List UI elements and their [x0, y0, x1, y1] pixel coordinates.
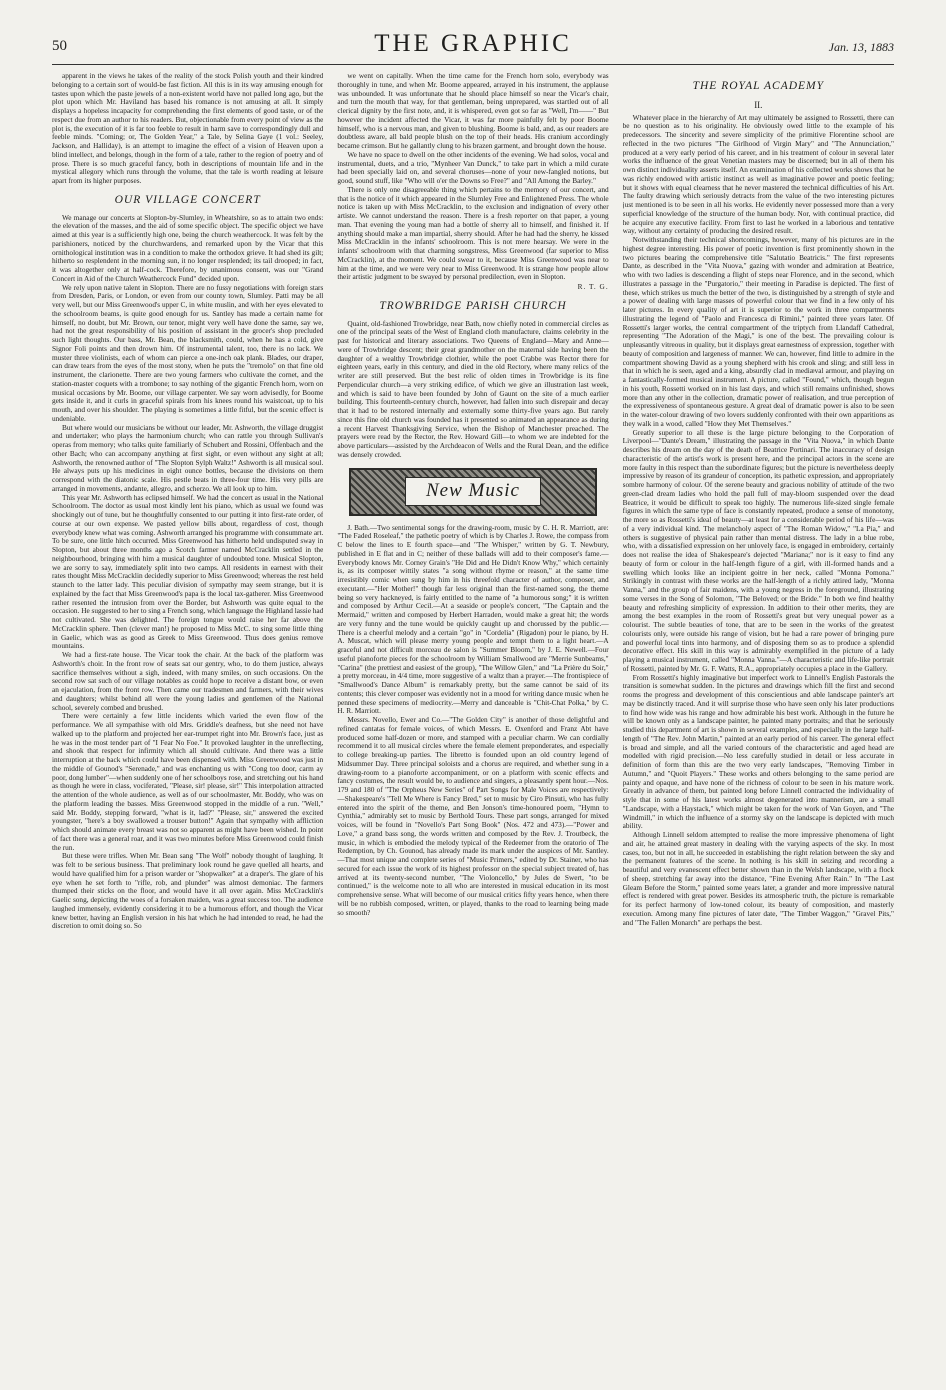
- page-number: 50: [52, 38, 67, 54]
- paragraph: We have no space to dwell on the other incidents of the evening. We had solos, vocal and instrumental, duets, and a trio, "Mynheer Van Dunck," to take part in which a mild curate had been specially laid on, and several choruses—none of your new-fangled notions, but good, sound stuff, like "Who will o'er the Downs so Free?" and "All Among the Barley.": [337, 149, 609, 185]
- masthead-rule: [52, 64, 894, 65]
- article-columns: [52, 72, 894, 1360]
- issue-date: Jan. 13, 1883: [828, 40, 894, 54]
- paragraph: There were certainly a few little incidents which varied the even flow of the performance. We all sympathise with old Mrs. Griddle's deafness, but she need not have walked up to the platform and projected her ear-trumpet right into Mr. Brown's face, just as he was in the most tender part of "I Fear No Foe." It provoked laughter in the unreflecting, and shook that respect for infirmity which all should cultivate. And there was a little interruption at the back which could have been dispensed with. Miss Greenwood was just in the middle of Gounod's "Serenade," and was enchanting us with "Cong too door, carm ay poor, dong lumber"—when suddenly one of her schoolboys rose, and stretching out his hand as though he were in class, vociferated, "Please, sir! please, sir!" This interpolation attracted the attention of the whole audience, as well as of our schoolmaster, Mr. Boddy, who was on the platform leading the basses. Miss Greenwood stopped in the middle of a run. "Well," said Mr. Boddy, stepping forward, "what is it, lad?" "Please, sir," answered the excited youngster, "here's a boy swallowed a trouser button!" Again that sympathy with affliction which should animate every breast was not so apparent as might have been wished. In point of fact there was a general roar, and it was two minutes before Miss Greenwood could finish the run.: [52, 711, 324, 852]
- article-subheading: II.: [754, 99, 763, 110]
- paragraph: From Rossetti's highly imaginative but imperfect work to Linnell's English Pastorals the transition is somewhat sudden. In the pictures and drawings which fill the first and second rooms the progress and development of this conscientious and able landscape painter's art may be distinctly traced. And it will surprise those who have seen only his later productions to find how wide was his range and how admirable his best work. Although in the future he will be known only as a landscape painter, he painted many portraits; and that he seriously studied this department of art is shown in several examples, and especially in the large half-length of "The Rev. John Martin," painted at an early period of his career. The general effect is broad and simple, and all the varied contours of the characteristic and aged head are modelled with rigid precision.—No less carefully studied in detail or less accurate in definition of form than this are the two very early landscapes, "Removing Timber in Autumn," and "Quoit Players." These works and others belonging to the same period are painty and opaque, and have none of the richness of colour to be seen in his mature work. Greatly in advance of them, but painted long before Linnell contracted the individuality of style that in some of his latest works almost degenerated into mannerism, are a small "Landscape, with a Haystack," which might be taken for the work of Van Goyen, and "The Windmill," in which the influence of a stormy sky on the landscape is depicted with much ability.: [622, 672, 894, 831]
- banner-title: New Music: [405, 477, 541, 506]
- paragraph: Messrs. Novello, Ewer and Co.—"The Golden City" is another of those delightful and refined cantatas for female voices, of which Messrs. E. Oxenford and Franz Abt have produced some half-dozen or more, and stamped with a peculiar charm. We can cordially recommend it to all musical circles where the female element preponderates, and especially to college breaking-up parties. The libretto is founded upon an old country legend of Midsummer Day. Three principal soloists and a chorus are required, and whether sung in a drawing-room to a pianoforte accompaniment, or on a platform with scenic effects and fancy costumes, the result would be, to audience and singers, a pleasantly spent hour.—Nos. 179 and 180 of "The Orpheus New Series" of Part Songs for Male Voices are respectively:—Shakespeare's "Tell Me Where is Fancy Bred," set to music by Ciro Pinsuti, who has fully entered into the spirit of the theme, and Ben Jonson's time-honoured poem, "Hymn to Cynthia," admirably set to music by Berthold Tours. These part songs, arranged for mixed voices, will be found in "Novello's Part Song Book" (Nos. 472 and 473).—"Power and Love," a grand bass song, the words written and composed by the Rev. J. Troutbeck, the music, in which is embodied the melody typical of the Redeemer from the oratorio of The Redemption, by Ch. Gounod, has already made its mark under the auspices of Mr. Santley.—That most unique and complete series of "Music Primers," edited by Dr. Stainer, who has secured for each issue the work of its highest professor on the special subject treated of, has arrived at its twenty-second number, "The Violoncello," by Jules de Swert, "to be continued," is the welcome note to all who are interested in musical education in its most comprehensive sense. What will become of our musical critics fifty years hence, when there will be no rubbish composed, written, or played, thanks to the road to learning being made so smooth?: [337, 715, 609, 917]
- paragraph: J. Bath.—Two sentimental songs for the drawing-room, music by C. H. R. Marriott, are: "The Faded Roseleaf," the pathetic poetry of which is by Charles J. Rowe, the compass from C below the lines to E fourth space—and "The Whisper," written by G. T. Newbury, published in E flat and in C; neither of these ballads will add to their composer's fame.—Everybody knows Mr. Corney Grain's "He Did and He Didn't Know Why," which certainly is, as its composer wittily states "a song without rhyme or reason," at the same time irresistibly comic when sung by him in his threefold character of author, composer, and executant.—"Her Mother!" though far less original than the first-named song, the theme being so very hackneyed, is fairly entitled to the name of "a humorous song;" it is written and composed by Arthur Cecil.—At a seaside or people's concert, "The Captain and the Mermaid," written and composed by Herbert Harraden, would make a great hit; the words are very funny and the tune would be quickly caught up and chorussed by the public.—There is a cheerful melody and a certain "go" in "Cordelia" (Rigadon) pour le piano, by H. A. Muscat, which will please merry young people and tempt them to a light heart.—A graceful and not difficult morceau de salon is "Summer Bloom," by J. E. Newell.—Four useful pianoforte pieces for the schoolroom by William Smallwood are "Merrie Sunbeams," "Carina" (the prettiest and easiest of the group), "The Willow Glen," and "La Prière du Soir," a pretty morceau, in 4/4 time, more suggestive of a waltz than a prayer.—The frontispiece of "Smallwood's Dance Album" is remarkably pretty, but the same cannot be said of its contents; this clever composer was evidently not in a mood for writing dance music when he penned these specimens of mediocrity.—Merry and danceable is "Chit-Chat Polka," by C. H. R. Marriott.: [337, 522, 609, 716]
- review-continuation: apparent in the views he takes of the reality of the stock Polish youth and their kindred belonging to a certain sort of would-be fast fiction. All this is in its way amusing enough for tastes upon which the paste jewels of a non-existent world have not palled long ago, but the plot upon which Mr. Haviland has based his romance is not amusing at all. It simply displays a hopeless incapacity for comprehending the first elements of good taste, or of the respect due from an author to his readers. But, objectionable from every point of view as the plot is, the execution of it is far too feeble to result in harm save to correspondingly dull and feeble minds. "Coming; or, The Golden Year," a Tale, by Selina Gaye (1 vol.: Seeley, Jackson, and Halliday), is an attempt to imagine the effect of a vision of Heaven upon a blind intellect, and belongs, though in the form of a tale, rather to the region of poetry and of prose. There is so much graceful fancy, both in descriptions of mountain life and in the mystical allegory which runs through the volume, that the tale is worth reading at leisure apart from its higher purposes.: [52, 72, 324, 185]
- paragraph: We manage our concerts at Slopton-by-Slumley, in Wheatshire, so as to attain two ends: the elevation of the masses, and the aid of some specific object. The specific object we have aimed at this year is a sufficiently high one, being the church weathercock. It was felt by the parishioners, noticed by the churchwardens, and remarked upon by the Vicar that this ornithological institution was in a condition to make the orthodox grieve. It had shed its gilt; hitherto so resplendent in the morning sun, it no longer resplended; its tail drooped; in fact, it was altogether only at half-cock. Therefore, by unanimous consent, was our "Grand Concert in Aid of the Church Weathercock Fund" decided upon.: [52, 212, 324, 283]
- paragraph: Greatly superior to all these is the large picture belonging to the Corporation of Liverpool—"Dante's Dream," illustrating the passage in the "Vita Nuova," in which Dante describes his dream on the day of the death of Beatrice Portinari. The inaccuracy of design characteristic of the artist's work is present here, and the principal actors in the scene are more faulty in this respect than the subordinate figures; but the picture is nevertheless deeply impressive by reason of its grandeur of conception, its pathetic expression, and appropriately sombre harmony of colour. Of the serene beauty and gracious nobility of attitude of the two green-clad dream ladies who hold the pall full of may-bloom suspended over the dead Beatrice, it would be difficult to speak too highly. The numerous life-sized single female figures in which the same type of face is constantly repeated, produce a sense of monotony, the more so as Rossetti's ideal of beauty—at least for a considerable period of his life—was of a very individual kind. The melancholy aspect of "The Roman Widow," "La Pia," and others is suggestive of physical pain rather than mental distress. The lady in a blue robe, who, with a dissatisfied expression on her unlovely face, is engaged in embroidery, certainly does not realise the idea of Shakespeare's dejected "Mariana;" nor is it easy to find any beauty of form or colour in the half-length figure of a girl, with ill-formed hands and a swelling which looks like an incipient goitre in her neck, called "Monna Pomona." Strikingly in contrast with these works are the half-length of a richly attired lady, "Monna Vanna," and the group of fair maidens, with a young negress in the foreground, illustrating some verses in the Song of Solomon, "The Beloved; or the Bride." In both we find healthy beauty and refreshing simplicity of expression. In addition to their other merits, they are among the best examples in the room of Rossetti's great but very unequal power as a colourist. The subtle beauties of tone, that are to be seen in the works of the greatest colourists only, were outside his range of vision, but he had a rare power of bringing pure and powerful local tints into harmony, and of disposing them so as to produce a splendid decorative effect. His skill in this way is admirably exemplified in the picture of a lady playing a musical instrument, called "Monna Vanna."—A characteristic and life-like portrait of Rossetti, painted by Mr. G. F. Watts, R.A., appropriately occupies a place in the Gallery.: [622, 427, 894, 673]
- paragraph: But where would our musicians be without our leader, Mr. Ashworth, the village druggist and undertaker; who plays the harmonium church; who can rattle you through Sullivan's operas from memory; who talks quite familiarly of Schubert and Rossini, Offenbach and the other Bach; who can accompany anything at first sight, or even without any sight at all; Ashworth, the renowned author of "The Slopton Sylph Waltz!" Ashworth is all musical soul. He always puts up his medicines in eight ounce bottles, because the divisions on them correspond with the diatonic scale. His pestle beats in three-four time. His very pills are arranged in movements, andante, allegro, and scherzo. We all look up to him.: [52, 422, 324, 493]
- article-heading-trowbridge-church: TROWBRIDGE PARISH CHURCH: [379, 299, 567, 312]
- masthead: [52, 0, 894, 64]
- author-signature: R. T. G.: [577, 282, 609, 291]
- paragraph: Quaint, old-fashioned Trowbridge, near Bath, now chiefly noted in commercial circles as one of the principal seats of the West of England cloth manufacture, claims celebrity in the past for historical and literary associations. Two Queens of England—Mary and Anne—were of Trowbridge descent; their great grandmother on the maternal side having been the daughter of a wealthy Trowbridge clothier, while the poet Crabbe was Rector there for eighteen years, early in this century, and died in the old Rectory, where many relics of the writer are still preserved. But the best relic of olden times in Trowbridge is its fine Perpendicular church—a very striking edifice, of which we give an illustration last week, and which is said to have been founded by John of Gaunt on the site of a much earlier building. This fourteenth-century church, however, had fallen into such disrepair and decay that it had to be restored internally and externally some thirty-five years ago. But rarely since this fine old church was founded has it presented so animated an appearance as during a recent Harvest Thanksgiving Service, when the Bishop of Manchester preached. The prayers were read by the Rector, the Rev. Howard Gill—to whom we are indebted for the above particulars—assisted by the Archdeacon of Wells and the Rural Dean, and the edifice was densely crowded.: [337, 318, 609, 459]
- paragraph: There is only one disagreeable thing which pertains to the memory of our concert, and that is the notice of it which appeared in the Slumley Free and Enlightened Press. The whole notice is taken up with Miss McCracklin, to the exclusion and indignation of every other artiste. We cannot understand the reason. There is a fresh reporter on that paper, a young man. That evening the young man had a bottle of sherry all to himself, and finished it. If anything should make a man impartial, sherry should. After he had had the sherry, he kissed Miss McCracklin in the infants' schoolroom. This is not mere hearsay. We were in the infants' schoolroom with that charming songstress, Miss Greenwood (far superior to Miss McCracklin), at the moment. We could swear to it, because Miss Greenwood was near to him at the time, and we were very near to Miss Greenwood. It is strange how people allow their artistic judgment to be swayed by personal predilection, even in Slopton.: [337, 184, 609, 282]
- column-3: [623, 72, 894, 1360]
- column-2: [337, 72, 608, 1360]
- paragraph: This year Mr. Ashworth has eclipsed himself. We had the concert as usual in the National Schoolroom. The doctor as usual most kindly lent his piano, which as usual we found was shockingly out of tune, but he thoughtfully consented to our putting it into first-rate order, of course at our own expense. We pasted yellow bills about, regardless of cost, though everybody knew what was coming. Ashworth arranged his programme with consummate art. To be sure, one little hitch occurred. Miss Greenwood has hitherto held undisputed sway in Slopton, but about three months ago a Scotch farmer named McCracklin settled in the neighbourhood, bringing with him a musical daughter of undoubted tone. Musical Slopton, we are sorry to say, immediately split into two camps. All residents in earnest with their rates thought Miss McCracklin decidedly superior to Miss Greenwood; whereas the rest held staunch to the latter lady. This peculiar division of sympathy may seem strange, but it is explained by the fact that Miss Greenwood's papa is the local tax-gatherer. Miss Greenwood rather resented the intrusion from over the Border, but Ashworth was quite equal to the occasion. He suggested to her to sing a French song, which language the Highland lassie had not cultivated. She was delighted. The foreign tongue would raise her far above the McCracklin sphere. Then (clever man!) he proposed to Miss McC. to sing some little thing in Gaelic, which was as good as Greek to Miss Greenwood. Thus does genius remove mountains.: [52, 492, 324, 651]
- paragraph: Whatever place in the hierarchy of Art may ultimately be assigned to Rossetti, there can be no question as to his originality. He obviously owed little to the example of his predecessors. The sincerity and severe simplicity of the primitive Florentine school are reflected in the two pictures "The Girlhood of Virgin Mary" and "The Annunciation," produced at a very early period of his career, and in his treatment of colour in several later works the influence of the great Venetian masters may be discerned; but in all of them his own distinct individuality asserts itself. An examination of his collected works shows that he was richly endowed with artistic instinct as well as imaginative power and poetic feeling; but it shows with equal clearness that he never mastered the technical difficulties of his Art. The faulty drawing which seriously detracts from the value of the two interesting pictures just mentioned is to be seen in all his works. He evidently never possessed more than a very superficial knowledge of the structure of the human body. Nor, with continual practice, did he acquire any executive facility. From first to last he worked in a laborious and tentative way, without any certainty of producing the desired result.: [622, 112, 894, 236]
- paragraph: we went on capitally. When the time came for the French horn solo, everybody was thoroughly in tune, and when Mr. Boome appeared, arrayed in his instrument, the applause was unbounded. It was unfortunate that he should place himself so near the Vicar's chair, and turn the mouth that way, for that gentleman, being unprepared, was startled out of all clerical dignity by the first note, and, it is whispered, even got so far as "Well, I'm——" But however the incident affected the Vicar, it was far more painfully felt by poor Boome himself, who is a nervous man, and given to blushing. Boome is bald, and, as our readers are doubtless aware, all bald people blush on the top of their heads. His cranium accordingly became crimson. But he gallantly clung to his brazen garment, and brought down the house.: [337, 72, 609, 150]
- new-music-banner: [349, 468, 596, 516]
- article-heading-royal-academy: THE ROYAL ACADEMY: [692, 80, 825, 92]
- article-heading-village-concert: OUR VILLAGE CONCERT: [114, 193, 261, 206]
- paragraph: But these were trifles. When Mr. Bean sang "The Wolf" nobody thought of laughing. It was felt to be serious business. That preliminary look round he gave quelled all hearts, and would have qualified him for a prison warder or "shopwalker" at a draper's. The glare of his eye when he set forth to "rifle, rob, and plunder" was almost demoniac. The farmers thumped their sticks on the floor, and would have it all over again. Miss McCracklin's Gaelic song, depicting the woes of a forsaken maiden, was a great success too. The audience laughed immensely, evidently considering it to be a humorous effort, and though the Vicar knew better, having an English version in his hat which he had intended to read, he had the discretion to omit doing so. So: [52, 851, 324, 931]
- paragraph: Notwithstanding their technical shortcomings, however, many of his pictures are in the highest degree interesting. His power of poetic invention is first prominently shown in the two pictures bearing the comprehensive title "Salutatio Beatricis." The first represents Dante, as described in the "Vita Nuova," gazing with wonder and admiration at Beatrice, who with two ladies is descending a flight of steps near Florence, and in the second, which illustrates a passage in the "Purgatorio," their meeting in Paradise is depicted. The first of these, which strikes us much the better of the two, is distinguished by a strength of style and a power of dealing with large masses of powerful colour that we find in a few only of his later pictures. In every quality of art it is superior to the work in three compartments illustrating the legend of "Paolo and Francesca di Rimini," painted three years later. Of Rossetti's larger works, the central compartment of the triptych from Llandaff Cathedral, representing "The Adoration of the Magi," is one of the best. The prevailing colour is unpleasantly vitreous in quality, but it displays great earnestness of expression, together with beauty of composition and largeness of manner. We can, however, find little to admire in the compartment showing David as a young shepherd with his crook and sling; and still less in that in which he is seen, aged and a king, absurdly clad in mediæval armour, and playing on a fantastically-formed musical instrument. A picture, called "Found," which, though begun in his youth, Rossetti worked on in his last days, and which still remains unfinished, shows more than any other in the collection, dramatic power of realisation, and true perception of the expressiveness of spontaneous gesture. A great deal of dramatic power is also to be seen in the water-colour drawing of two lovers suddenly confronted with their own apparitions as they walk in a wood, called "How they Met Themselves.": [622, 235, 894, 428]
- paragraph: We had a first-rate house. The Vicar took the chair. At the back of the platform was Ashworth's choir. In the front row of seats sat our gentry, who, to do them justice, always sacrifice themselves without a sigh, indeed, with many smiles, on such occasions. On the second row sat such of our village notables as could hope to receive a distant bow, or even an ejaculation, from the front row. Then came our tradesmen and farmers, with their wives and daughters; whilst behind all were the young ladies and gentlemen of the National school, severely combed and brushed.: [52, 650, 324, 712]
- publication-title: THE GRAPHIC: [374, 30, 572, 57]
- paragraph: We rely upon native talent in Slopton. There are no fussy negotiations with foreign stars from Dresden, Paris, or London, or even from our county town, Slumley. Patti may be all very well, but our Miss Greenwood's upper C, in white muslin, and with her eyes elevated to the schoolroom beams, is quite good enough for us. Santley has made a certain name for himself, no doubt, but Mr. Brown, our tenor, might very well have done the same, say we, had not the great responsibility of his position of assistant in the grocer's shop precluded such light thoughts. Our bass, Mr. Bean, the blacksmith, could, when he has a cold, give Signor Foli points and then drown him. Of instrumental talent, too, there is no lack. We muster three violinists, each of whom can pierce a one-inch oak plank. Blades, our draper, can draw tears from the eyes of the most stony, when he puts the "tremolo" on that fine old instrument, the clarionette. There are two young farmers who cultivate the cornet, and the station-master coquets with a trombone; to say nothing of the gigantic French horn, worn on musical occasions by Mr. Boome, our village carpenter. We say worn advisedly, for Boome gets inside it, and it curls in graceful spirals from his knees round his waistcoat, up to his mouth, and over his shoulder. The playing is sometimes a little fitful, but the scenic effect is undeniable.: [52, 282, 324, 423]
- column-1: [52, 72, 323, 1360]
- paragraph: Although Linnell seldom attempted to realise the more impressive phenomena of light and air, he attained great mastery in dealing with the varying aspects of the sky. In most cases, too, but not in all, he succeeded in establishing the right relation between the sky and the permanent features of the scene. In nothing is his skill in seizing and recording a beautiful and very evanescent effect better shown than in the Welsh landscape, with a flock of sheep, stretching far away into the distance, "Fine Evening After Rain." In "The Last Gleam Before the Storm," painted some years later, a grander and more impressive natural effect is rendered with great power. Besides its atmospheric truth, the picture is remarkable for its perfect harmony of low-toned colour, its beauty of composition, and masterly execution. Among many fine pictures of later date, "The Timber Waggon," "Gravel Pits," and "The Fallen Monarch" are perhaps the best.: [622, 830, 894, 927]
